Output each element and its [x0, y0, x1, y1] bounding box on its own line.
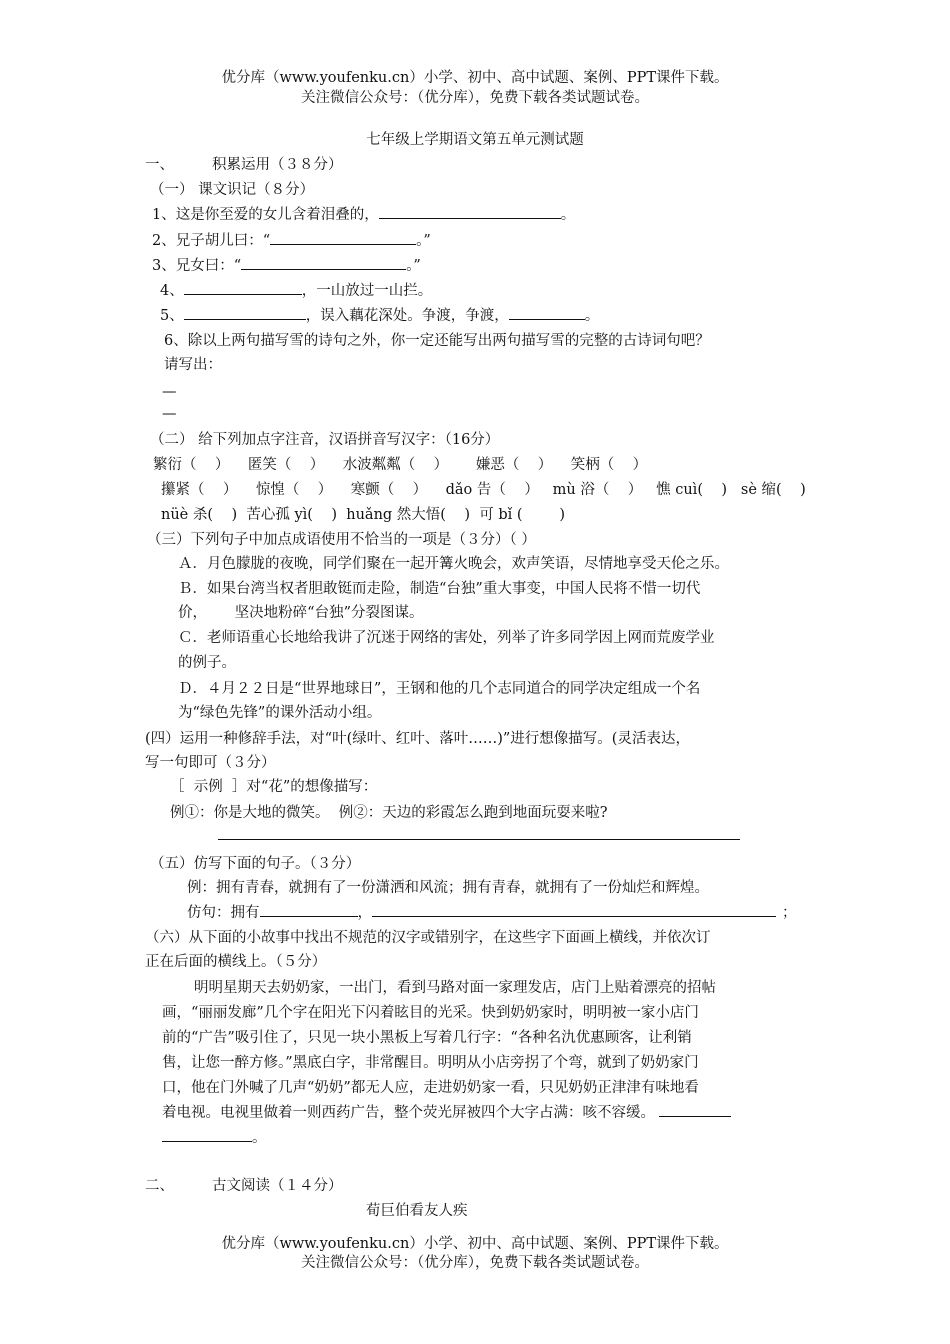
pinyin-row-1: 繁衍（ ） 匿笑（ ） 水波粼粼（ ） 嫌恶（ ） 笑柄（ ） — [153, 457, 648, 473]
pinyin-row-3: nüè 杀( ) 苦心孤 yì( ) huǎng 然大悟( ) 可 bǐ ( ) — [161, 507, 566, 523]
question-2: 2、兄子胡儿曰：“ 。” — [152, 229, 431, 250]
section-2-heading: 古文阅读（１４分） — [212, 1178, 343, 1194]
q3-blank[interactable] — [241, 254, 406, 270]
question-6-line-2: 请写出： — [164, 357, 222, 373]
option-b-line-1: Ｂ．如果台湾当权者胆敢铤而走险，制造“台独”重大事变，中国人民将不惜一切代 — [178, 581, 701, 597]
part-4-heading-line-1: (四）运用一种修辞手法，对“叶(绿叶、红叶、落叶……)”进行想像描写。(灵活表达， — [145, 731, 690, 747]
example-label: ［ 示例 ］对“花”的想像描写： — [170, 779, 378, 795]
page-title: 七年级上学期语文第五单元测试题 — [366, 132, 584, 148]
part-6-heading-line-2: 正在后面的横线上。（５分） — [145, 954, 327, 970]
section-2-number: 二、 — [145, 1178, 174, 1194]
story-line-6: 着电视。电视里做着一则西药广告，整个荧光屏被四个大字占满：咳不容缓。 — [162, 1101, 731, 1122]
question-5: 5、 ，误入藕花深处。争渡，争渡， 。 — [160, 304, 599, 325]
question-3: 3、兄女曰：“ 。” — [152, 254, 421, 275]
story-line-1: 明明星期天去奶奶家，一出门，看到马路对面一家理发店，店门上贴着漂亮的招帖 — [194, 980, 716, 996]
footer-line-1: 优分库（www.youfenku.cn）小学、初中、高中试题、案例、PPT课件下载。 — [221, 1236, 729, 1252]
header-line-2: 关注微信公众号：（优分库），免费下载各类试题试卷。 — [301, 90, 649, 106]
part-5-example: 例：拥有青春，就拥有了一份潇洒和风流；拥有青春，就拥有了一份灿烂和辉煌。 — [187, 880, 709, 896]
part-5-prompt: 仿句：拥有 ， ； — [187, 901, 797, 922]
story-line-2: 画，“丽丽发廊”几个字在阳光下闪着眩目的光采。快到奶奶家时，明明被一家小店门 — [162, 1005, 699, 1021]
part-5-heading: （五）仿写下面的句子。（３分） — [150, 856, 361, 872]
story-line-4: 售，让您一醉方修。”黑底白字，非常醒目。明明从小店旁拐了个弯，就到了奶奶家门 — [162, 1055, 699, 1071]
part-4-heading-line-2: 写一句即可（３分） — [145, 755, 276, 771]
option-c-line-1: Ｃ．老师语重心长地给我讲了沉迷于网络的害处，列举了许多同学因上网而荒废学业 — [178, 630, 715, 646]
q2-blank[interactable] — [270, 229, 416, 245]
pinyin-row-2: 攥紧（ ） 惊惶（ ） 寒颤（ ） dǎo 告（ ） mù 浴（ ） 憔 cuì( ) sè 缩( ) — [161, 482, 806, 498]
option-b-line-2: 价， 坚决地粉碎“台独”分裂图谋。 — [178, 605, 424, 621]
part-1-heading: （一） 课文识记（８分） — [150, 182, 315, 198]
part-4-answer-line[interactable] — [218, 839, 740, 840]
story-line-7: 。 — [162, 1126, 267, 1147]
option-a: Ａ．月色朦胧的夜晚，同学们聚在一起开篝火晚会，欢声笑语，尽情地享受天伦之乐。 — [178, 556, 729, 572]
correction-blank-1[interactable] — [659, 1101, 731, 1117]
story-line-3: 前的“广告”吸引住了，只见一块小黑板上写着几行字：“各种名氿优惠顾客，让利销 — [162, 1030, 692, 1046]
header-line-1: 优分库（www.youfenku.cn）小学、初中、高中试题、案例、PPT课件下载。 — [221, 70, 729, 86]
part-6-heading-line-1: （六）从下面的小故事中找出不规范的汉字或错别字，在这些字下面画上横线，并依次订 — [145, 930, 711, 946]
option-d-line-2: 为“绿色先锋”的课外活动小组。 — [178, 705, 382, 721]
q6-answer-mark-2[interactable]: — — [162, 406, 177, 422]
q1-blank[interactable] — [379, 203, 561, 219]
correction-blank-2[interactable] — [162, 1126, 252, 1142]
part-3-heading: （三）下列句子中加点成语使用不恰当的一项是（３分）（ ） — [147, 532, 536, 548]
q5-blank-2[interactable] — [509, 304, 585, 320]
section-2-subtitle: 荀巨伯看友人疾 — [366, 1203, 468, 1219]
q4-blank[interactable] — [184, 279, 302, 295]
question-6-line-1: 6、除以上两句描写雪的诗句之外，你一定还能写出两句描写雪的完整的古诗词句吧？ — [164, 333, 710, 349]
section-1-number: 一、 — [145, 157, 174, 173]
imitation-blank-2[interactable] — [372, 901, 776, 917]
imitation-blank-1[interactable] — [260, 901, 358, 917]
section-1-heading: 积累运用（３８分） — [212, 157, 343, 173]
q5-blank-1[interactable] — [184, 304, 306, 320]
option-d-line-1: Ｄ．４月２２日是“世界地球日”，王钢和他的几个志同道合的同学决定组成一个名 — [178, 681, 701, 697]
question-4: 4、 ，一山放过一山拦。 — [160, 279, 432, 300]
q6-answer-mark-1[interactable]: — — [162, 384, 177, 400]
option-c-line-2: 的例子。 — [178, 655, 236, 671]
example-text: 例①：你是大地的微笑。 例②：天边的彩霞怎么跑到地面玩耍来啦? — [170, 805, 608, 821]
footer-line-2: 关注微信公众号：（优分库），免费下载各类试题试卷。 — [301, 1255, 649, 1271]
story-line-5: 口，他在门外喊了几声“奶奶”都无人应，走进奶奶家一看，只见奶奶正津津有味地看 — [162, 1080, 699, 1096]
part-2-heading: （二） 给下列加点字注音，汉语拼音写汉字：（16分） — [150, 432, 500, 448]
question-1: 1、这是你至爱的女儿含着泪叠的， 。 — [152, 203, 575, 224]
